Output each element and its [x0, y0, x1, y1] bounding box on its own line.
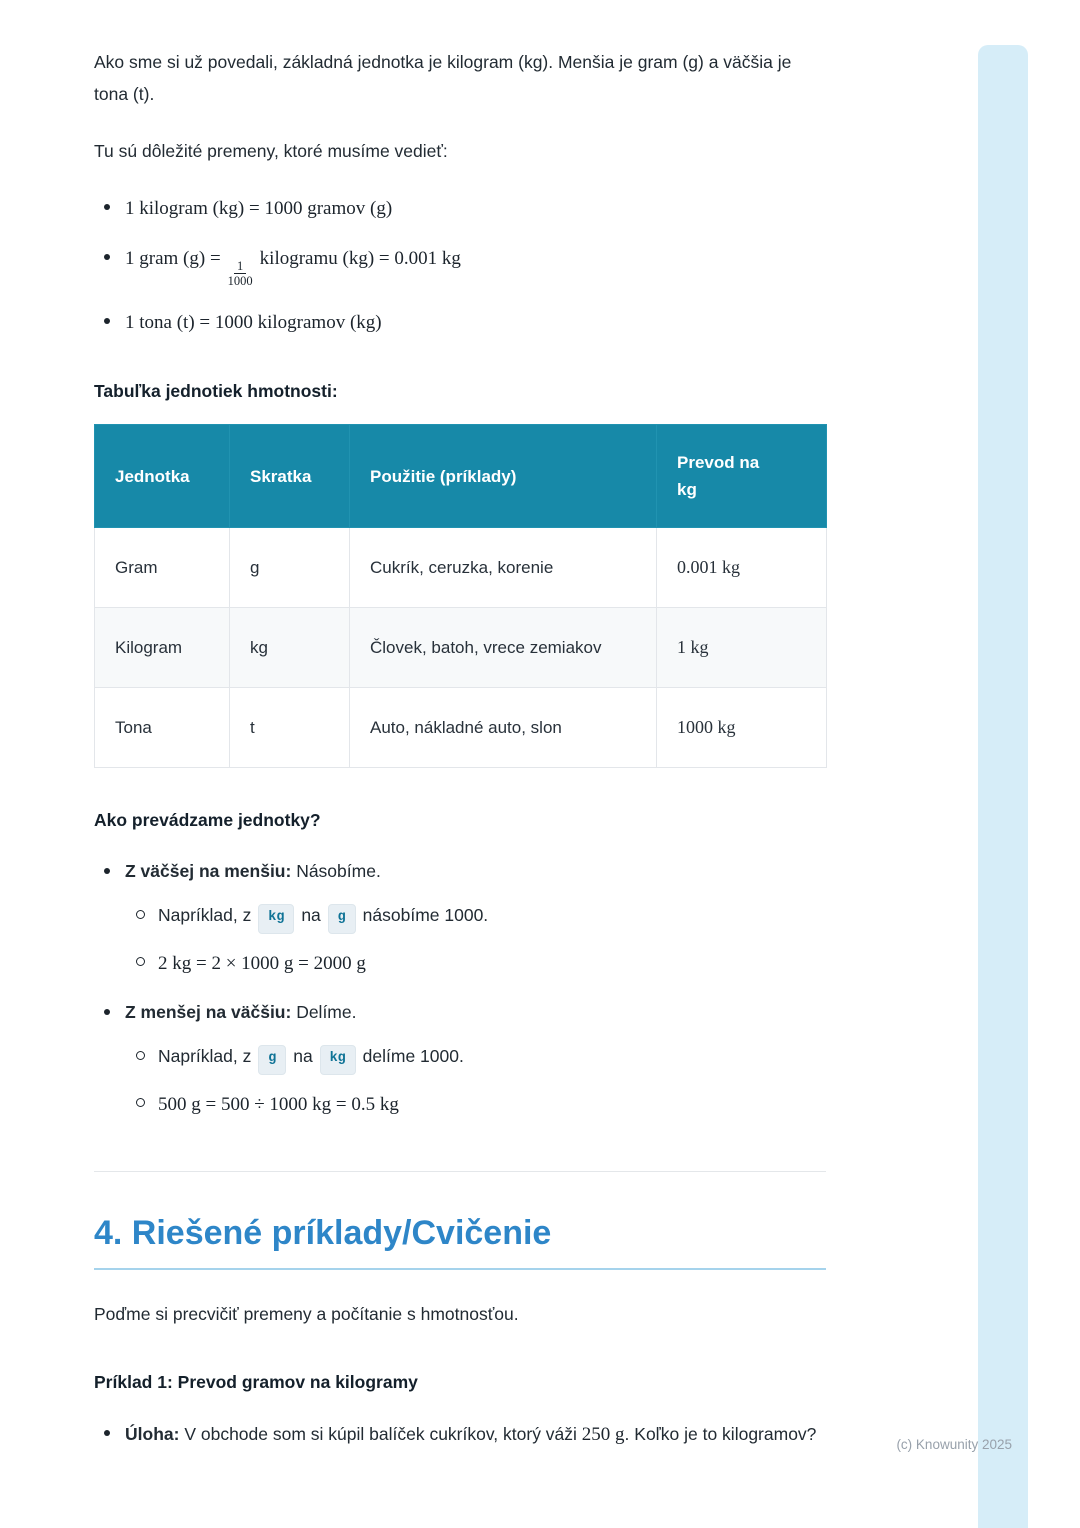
math-line	[125, 248, 461, 289]
table-header-jednotka: Jednotka	[95, 425, 230, 528]
math-line: 1 tona (t) = 1000 kilogramov (kg)	[125, 311, 382, 333]
example-text-mid: na	[301, 904, 321, 925]
section-title: 4. Riešené príklady/Cvičenie	[94, 1214, 826, 1270]
example-text-pre: Napríklad, z	[158, 1045, 252, 1066]
cell-unit: Gram	[95, 528, 230, 608]
list-item	[94, 1419, 826, 1451]
fraction-numerator: 1	[234, 259, 246, 274]
cell-to-kg: 0.001 kg	[657, 528, 827, 608]
cell-abbr: kg	[230, 608, 350, 688]
cell-usage: Auto, nákladné auto, slon	[350, 688, 657, 768]
math-line: 500 g = 500 ÷ 1000 kg = 0.5 kg	[158, 1093, 399, 1115]
rule-sublist	[131, 901, 826, 980]
cell-unit: Tona	[95, 688, 230, 768]
rule-bold: Z väčšej na menšiu:	[125, 860, 292, 881]
table-row	[95, 608, 827, 688]
list-item	[131, 1089, 826, 1121]
list-item	[94, 307, 826, 339]
cell-usage: Človek, batoh, vrece zemiakov	[350, 608, 657, 688]
list-item	[131, 948, 826, 980]
table-header-skratka: Skratka	[230, 425, 350, 528]
section-divider	[94, 1171, 826, 1172]
unit-badge: g	[258, 1045, 286, 1075]
example-text-post: násobíme 1000.	[362, 904, 489, 925]
example-text-pre: Napríklad, z	[158, 904, 252, 925]
cell-usage: Cukrík, ceruzka, korenie	[350, 528, 657, 608]
convert-rules-list	[94, 857, 826, 1121]
rule-bold: Z menšej na väčšiu:	[125, 1001, 292, 1022]
table-header-prevod: Prevod na kg	[657, 425, 827, 528]
unit-badge: kg	[258, 904, 294, 934]
cell-to-kg: 1000 kg	[657, 688, 827, 768]
math-text-pre: 1 gram (g) =	[125, 248, 221, 270]
task-line	[125, 1419, 826, 1451]
table-heading: Tabuľka jednotiek hmotnosti:	[94, 381, 338, 402]
units-table	[94, 424, 827, 768]
cell-abbr: g	[230, 528, 350, 608]
table-header-row	[95, 425, 827, 528]
rule-text: Násobíme.	[291, 860, 381, 881]
task-text-pre: V obchode som si kúpil balíček cukríkov, ktorý váži	[179, 1424, 582, 1445]
task-math: 250 g	[581, 1424, 625, 1446]
list-item	[94, 243, 826, 288]
list-item	[131, 1042, 826, 1075]
task-text-post: . Koľko je to kilogramov?	[624, 1424, 817, 1445]
scrollbar-track[interactable]	[978, 45, 1028, 1528]
math-text-post: kilogramu (kg) = 0.001 kg	[259, 248, 461, 270]
cell-unit: Kilogram	[95, 608, 230, 688]
math-line: 1 kilogram (kg) = 1000 gramov (g)	[125, 198, 393, 220]
list-item	[131, 901, 826, 934]
cell-to-kg: 1 kg	[657, 608, 827, 688]
math-line: 2 kg = 2 × 1000 g = 2000 g	[158, 952, 366, 974]
example1-heading: Príklad 1: Prevod gramov na kilogramy	[94, 1372, 418, 1393]
intro-paragraph-2: Tu sú dôležité premeny, ktoré musíme vedieť:	[94, 140, 448, 161]
unit-badge: g	[328, 904, 356, 934]
table-header-pouzitie: Použitie (príklady)	[350, 425, 657, 528]
example-text-post: delíme 1000.	[362, 1045, 464, 1066]
task-bold: Úloha:	[125, 1424, 180, 1445]
list-item	[94, 193, 826, 225]
conversion-list	[94, 193, 826, 339]
task-list	[94, 1419, 826, 1451]
rule-text: Delíme.	[291, 1001, 357, 1022]
section-intro-paragraph: Poďme si precvičiť premeny a počítanie s hmotnosťou.	[94, 1303, 519, 1324]
rule-sublist	[131, 1042, 826, 1121]
fraction	[225, 259, 256, 289]
cell-abbr: t	[230, 688, 350, 768]
convert-heading: Ako prevádzame jednotky?	[94, 809, 321, 830]
table-row	[95, 528, 827, 608]
list-item	[94, 857, 826, 980]
example-text-mid: na	[293, 1045, 313, 1066]
unit-badge: kg	[320, 1045, 356, 1075]
list-item	[94, 998, 826, 1121]
intro-paragraph-1: Ako sme si už povedali, základná jednotka je kilogram (kg). Menšia je gram (g) a väčšia je tona (t).	[94, 52, 792, 105]
copyright-footer: (c) Knowunity 2025	[896, 1437, 1012, 1452]
fraction-denominator: 1000	[227, 274, 253, 289]
document-content	[94, 46, 826, 1486]
rule-line	[125, 857, 826, 887]
rule-line	[125, 998, 826, 1028]
table-row	[95, 688, 827, 768]
